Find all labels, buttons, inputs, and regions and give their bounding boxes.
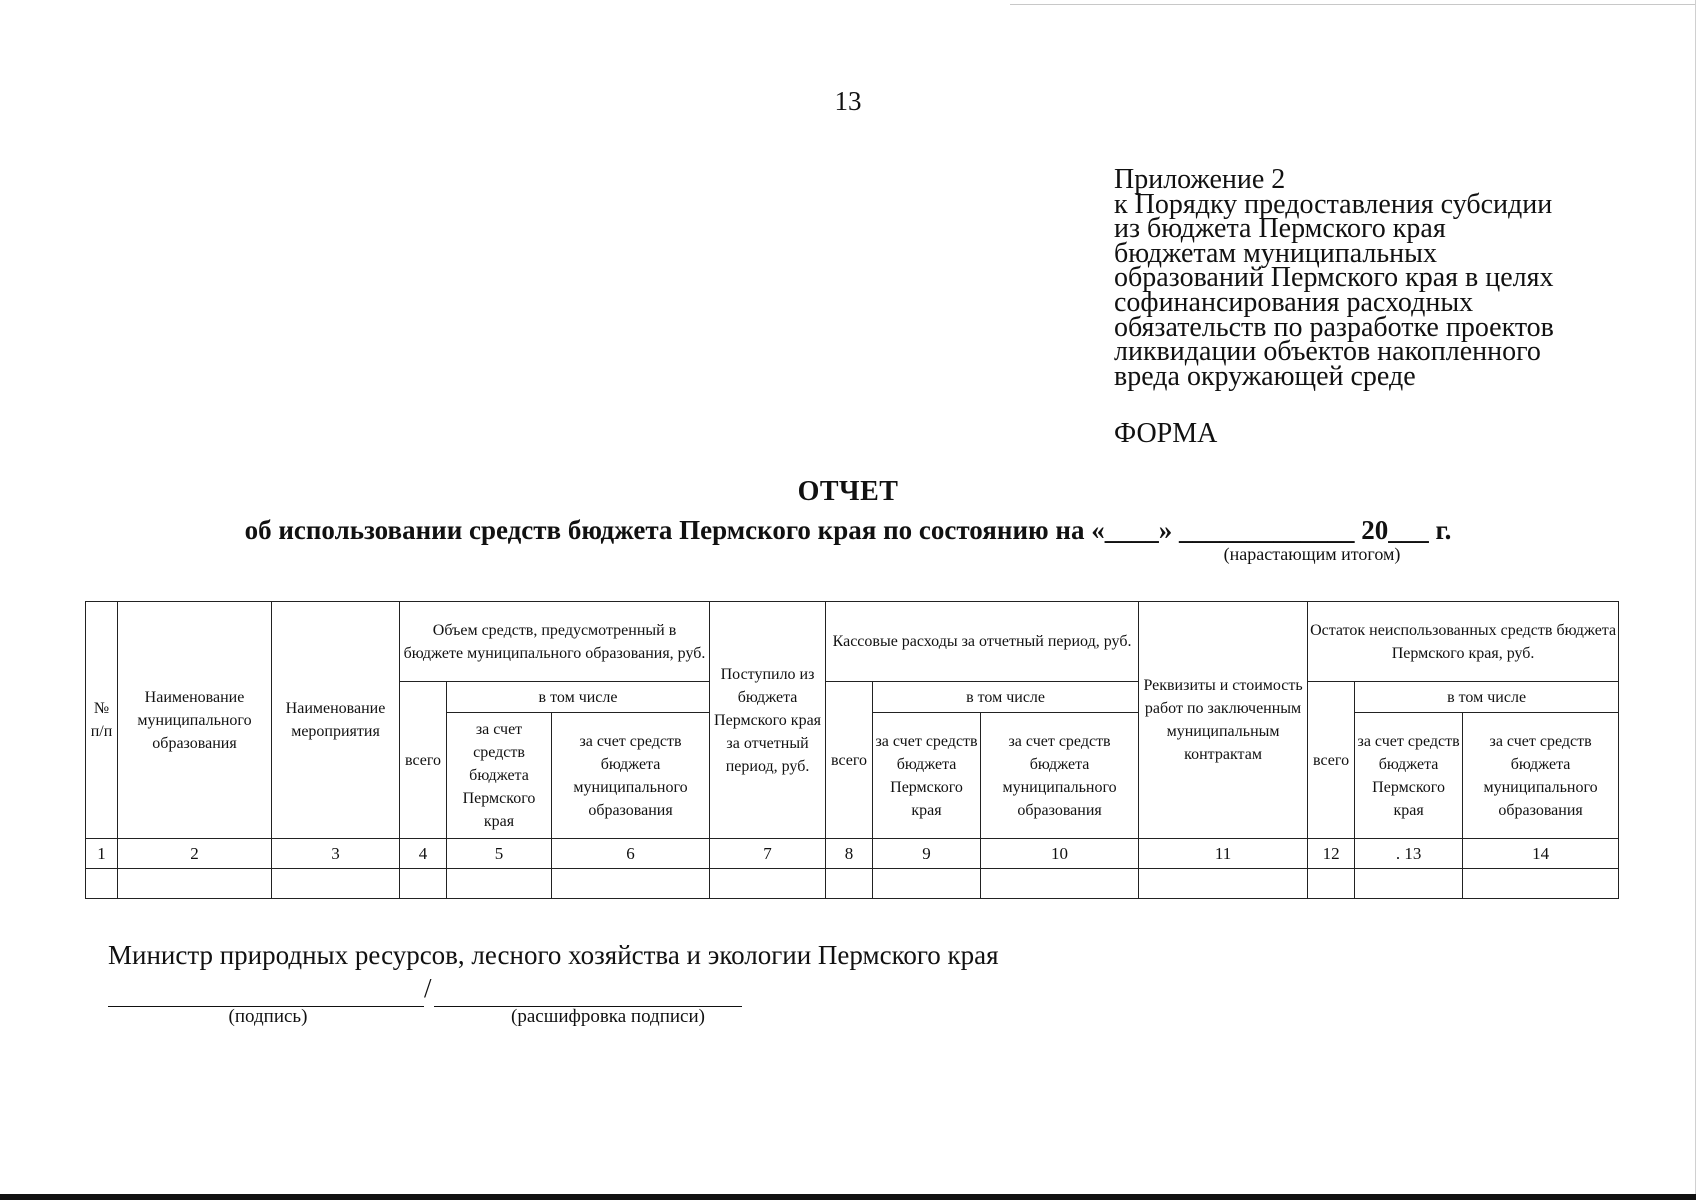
column-number: 9 <box>873 839 981 869</box>
scan-top-rule <box>1010 4 1696 5</box>
empty-cell <box>873 869 981 899</box>
empty-cell <box>400 869 447 899</box>
empty-cell <box>981 869 1139 899</box>
report-table <box>85 601 1619 899</box>
header-total: всего <box>1308 682 1355 839</box>
header-from-municipal: за счет средств бюджета муниципального образования <box>552 713 710 839</box>
header-contracts: Реквизиты и стоимость работ по заключенным муниципальным контрактам <box>1139 602 1308 839</box>
header-from-regional: за счет средств бюджета Пермского края <box>447 713 552 839</box>
column-number: 8 <box>826 839 873 869</box>
appendix-line: из бюджета Пермского края <box>1114 213 1446 245</box>
form-label: ФОРМА <box>1114 418 1218 449</box>
header-total: всего <box>400 682 447 839</box>
header-group-planned: Объем средств, предусмотренный в бюджете муниципального образования, руб. <box>400 602 710 682</box>
signature-caption: (подпись) <box>228 1006 308 1027</box>
empty-cell <box>447 869 552 899</box>
empty-cell <box>1139 869 1308 899</box>
empty-cell <box>272 869 400 899</box>
header-including: в том числе <box>873 682 1139 713</box>
appendix-line: вреда окружающей среде <box>1114 360 1416 392</box>
empty-cell <box>1355 869 1463 899</box>
report-title: ОТЧЕТ <box>797 476 899 507</box>
column-number: 10 <box>981 839 1139 869</box>
column-number: 4 <box>400 839 447 869</box>
page-number: 13 <box>834 86 862 116</box>
empty-cell <box>86 869 118 899</box>
column-number: 6 <box>552 839 710 869</box>
appendix-line: к Порядку предоставления субсидии <box>1114 188 1553 220</box>
appendix-line: бюджетам муниципальных <box>1114 237 1437 269</box>
appendix-line: образований Пермского края в целях <box>1114 262 1554 294</box>
minister-title: Министр природных ресурсов, лесного хозяйства и экологии Пермского края <box>108 940 999 970</box>
header-received: Поступило из бюджета Пермского края за отчетный период, руб. <box>710 602 826 839</box>
header-including: в том числе <box>1355 682 1619 713</box>
appendix-line: ликвидации объектов накопленного <box>1114 336 1541 368</box>
column-number: . 13 <box>1355 839 1463 869</box>
empty-cell <box>826 869 873 899</box>
signature-decode-caption: (расшифровка подписи) <box>511 1006 705 1027</box>
scan-bottom-band <box>0 1194 1696 1200</box>
appendix-line: обязательств по разработке проектов <box>1114 311 1554 343</box>
report-subtitle: об использовании средств бюджета Пермского края по состоянию на «____» _____________ 20___ г. <box>244 515 1452 545</box>
header-municipality: Наименование муниципального образования <box>118 602 272 839</box>
column-number: 7 <box>710 839 826 869</box>
empty-data-row <box>86 869 1619 899</box>
column-number: 3 <box>272 839 400 869</box>
empty-cell <box>1463 869 1619 899</box>
column-number: 5 <box>447 839 552 869</box>
column-number: 1 <box>86 839 118 869</box>
header-group-balance: Остаток неиспользованных средств бюджета Пермского края, руб. <box>1308 602 1619 682</box>
empty-cell <box>710 869 826 899</box>
header-from-municipal: за счет средств бюджета муниципального образования <box>981 713 1139 839</box>
column-number: 11 <box>1139 839 1308 869</box>
header-num: № п/п <box>86 602 118 839</box>
signature-slash: / <box>424 973 432 1003</box>
column-number-row <box>86 839 1619 869</box>
appendix-line: Приложение 2 <box>1114 164 1286 195</box>
column-number: 14 <box>1463 839 1619 869</box>
header-event: Наименование мероприятия <box>272 602 400 839</box>
header-total: всего <box>826 682 873 839</box>
header-from-regional: за счет средств бюджета Пермского края <box>873 713 981 839</box>
empty-cell <box>1308 869 1355 899</box>
empty-cell <box>118 869 272 899</box>
header-group-expenses: Кассовые расходы за отчетный период, руб. <box>826 602 1139 682</box>
header-from-regional: за счет средств бюджета Пермского края <box>1355 713 1463 839</box>
appendix-block <box>1114 164 1674 392</box>
column-number: 12 <box>1308 839 1355 869</box>
appendix-line: софинансирования расходных <box>1114 286 1474 318</box>
report-note: (нарастающим итогом) <box>1223 544 1401 564</box>
column-number: 2 <box>118 839 272 869</box>
header-from-municipal: за счет средств бюджета муниципального образования <box>1463 713 1619 839</box>
empty-cell <box>552 869 710 899</box>
header-including: в том числе <box>447 682 710 713</box>
